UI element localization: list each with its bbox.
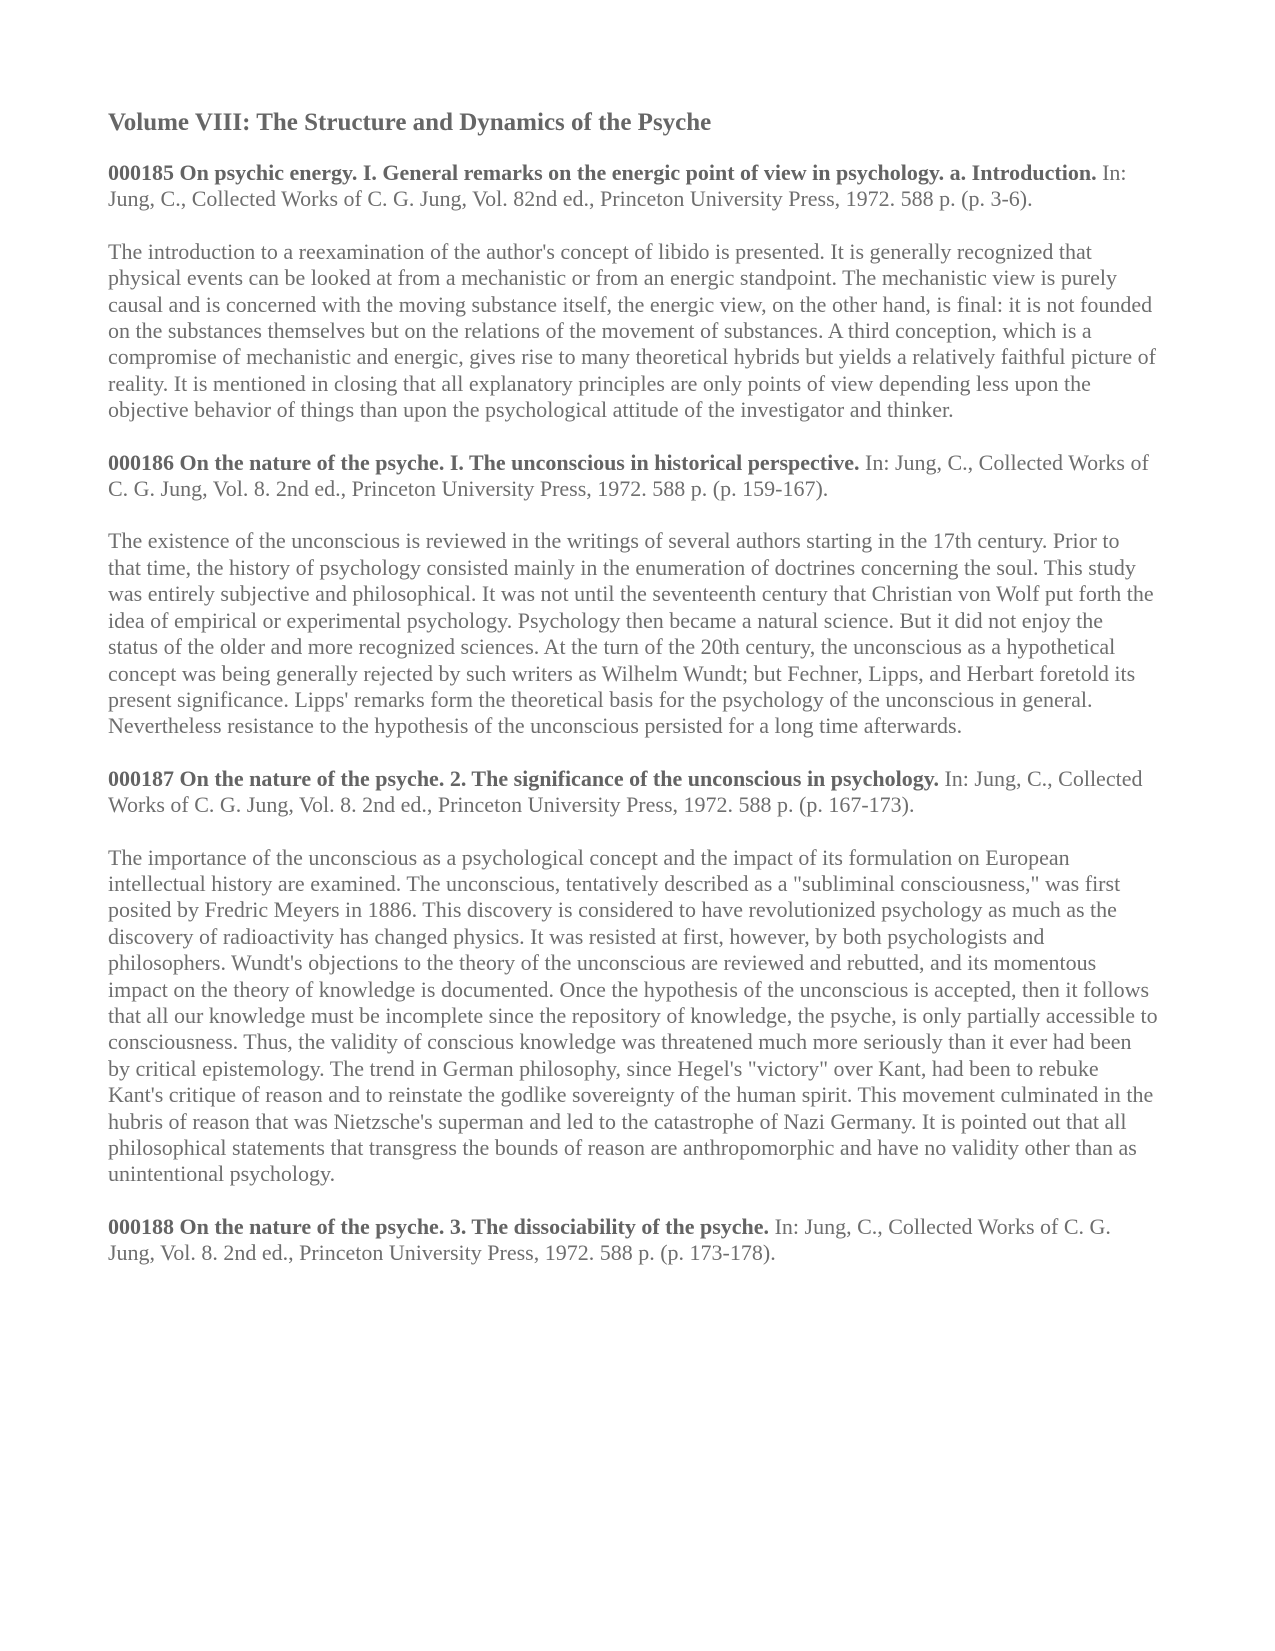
- entry-000187: [108, 766, 1158, 1188]
- entry-heading: 000187 On the nature of the psyche. 2. The significance of the unconscious in psychology.: [108, 765, 939, 791]
- entry-abstract: The existence of the unconscious is reviewed in the writings of several authors starting in the 17th century. Prior to that time, the history of psychology consisted mainly in the enumeration of doctrines concerning the soul. This study was entirely subjective and philosophical. It was not until the seventeenth century that Christian von Wolf put forth the idea of empirical or experimental psychology. Psychology then became a natural science. But it did not enjoy the status of the older and more recognized sciences. At the turn of the 20th century, the unconscious as a hypothetical concept was being generally rejected by such writers as Wilhelm Wundt; but Fechner, Lipps, and Herbart foretold its present significance. Lipps' remarks form the theoretical basis for the psychology of the unconscious in general. Nevertheless resistance to the hypothesis of the unconscious persisted for a long time afterwards.: [108, 528, 1154, 739]
- entry-citation: [108, 160, 1158, 213]
- entry-source: In: Jung, C., Collected Works of C. G. Jung, Vol. 8. 2nd ed., Princeton University Press, 1972. 588 p. (p. 167-173).: [108, 765, 1143, 818]
- entry-heading: 000186 On the nature of the psyche. I. The unconscious in historical perspective.: [108, 449, 860, 475]
- entry-000186: [108, 450, 1158, 740]
- entry-000185: [108, 160, 1158, 424]
- volume-title: Volume VIII: The Structure and Dynamics of the Psyche: [108, 109, 712, 136]
- entry-source: In: Jung, C., Collected Works of C. G. Jung, Vol. 8. 2nd ed., Princeton University Press, 1972. 588 p. (p. 173-178).: [108, 1213, 1111, 1266]
- entry-heading: 000185 On psychic energy. I. General remarks on the energic point of view in psychology. a. Introduction.: [108, 160, 1097, 185]
- entry-source: In: Jung, C., Collected Works of C. G. Jung, Vol. 82nd ed., Princeton University Press, 1972. 588 p. (p. 3-6).: [108, 160, 1127, 212]
- entry-citation: [108, 450, 1158, 503]
- entry-000188: [108, 1214, 1158, 1267]
- entry-source: In: Jung, C., Collected Works of C. G. Jung, Vol. 8. 2nd ed., Princeton University Press, 1972. 588 p. (p. 159-167).: [108, 449, 1149, 502]
- document-page: [108, 108, 1158, 1293]
- entry-abstract: The importance of the unconscious as a psychological concept and the impact of its formulation on European intellectual history are examined. The unconscious, tentatively described as a "subliminal consciousness," was first posited by Fredric Meyers in 1886. This discovery is considered to have revolutionized psychology as much as the discovery of radioactivity has changed physics. It was resisted at first, however, by both psychologists and philosophers. Wundt's objections to the theory of the unconscious are reviewed and rebutted, and its momentous impact on the theory of knowledge is documented. Once the hypothesis of the unconscious is accepted, then it follows that all our knowledge must be incomplete since the repository of knowledge, the psyche, is only partially accessible to consciousness. Thus, the validity of conscious knowledge was threatened much more seriously than it ever had been by critical epistemology. The trend in German philosophy, since Hegel's "victory" over Kant, had been to rebuke Kant's critique of reason and to reinstate the godlike sovereignty of the human spirit. This movement culminated in the hubris of reason that was Nietzsche's superman and led to the catastrophe of Nazi Germany. It is pointed out that all philosophical statements that transgress the bounds of reason are anthropomorphic and have no validity other than as unintentional psychology.: [108, 844, 1158, 1187]
- entry-citation: [108, 766, 1158, 819]
- entry-abstract: The introduction to a reexamination of the author's concept of libido is presented. It is generally recognized that physical events can be looked at from a mechanistic or from an energic standpoint. The mechanistic view is purely causal and is concerned with the moving substance itself, the energic view, on the other hand, is final: it is not founded on the substances themselves but on the relations of the movement of substances. A third conception, which is a compromise of mechanistic and energic, gives rise to many theoretical hybrids but yields a relatively faithful picture of reality. It is mentioned in closing that all explanatory principles are only points of view depending less upon the objective behavior of things than upon the psychological attitude of the investigator and thinker.: [108, 238, 1156, 423]
- entry-heading: 000188 On the nature of the psyche. 3. The dissociability of the psyche.: [108, 1213, 770, 1239]
- entry-citation: [108, 1214, 1158, 1267]
